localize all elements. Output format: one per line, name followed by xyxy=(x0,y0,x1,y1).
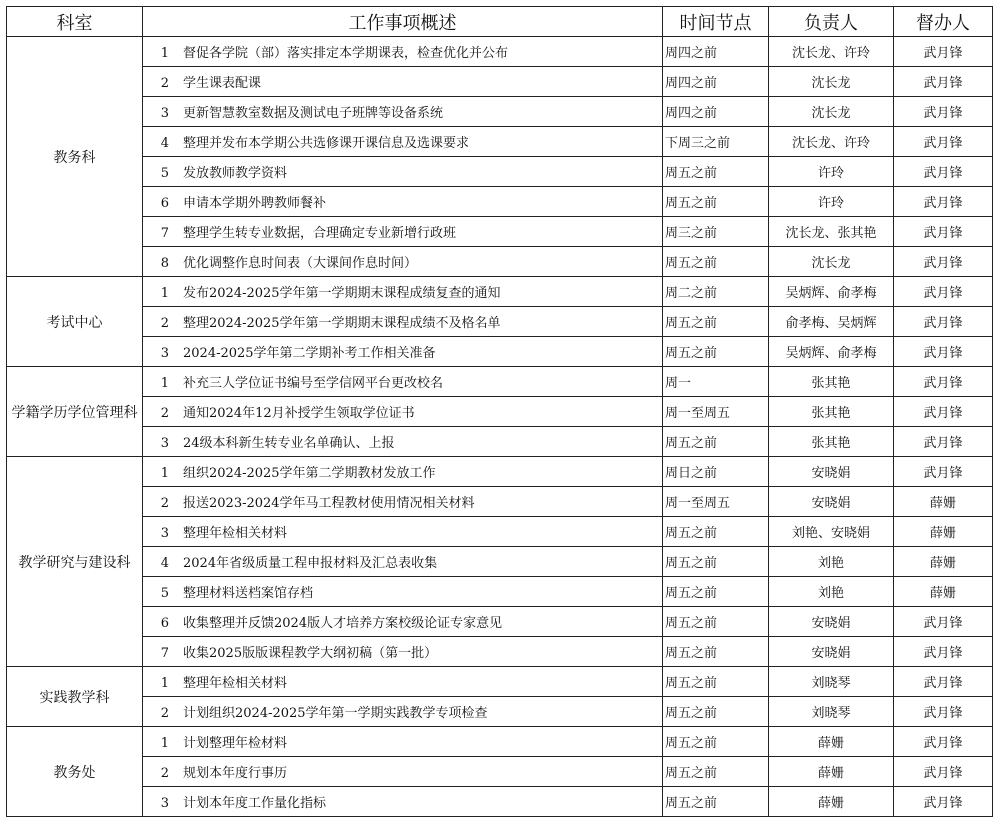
task-cell xyxy=(143,67,663,97)
task-cell xyxy=(143,187,663,217)
task-cell xyxy=(143,697,663,727)
task-description: 督促各学院（部）落实排定本学期课表，检查优化并公布 xyxy=(183,46,509,61)
time-cell: 周一至周五 xyxy=(663,397,769,427)
task-description: 24级本科新生转专业名单确认、上报 xyxy=(183,436,395,451)
task-number: 2 xyxy=(160,76,169,91)
header-department: 科室 xyxy=(7,7,143,37)
task-cell xyxy=(143,97,663,127)
task-cell xyxy=(143,127,663,157)
owner-cell: 沈长龙 xyxy=(769,67,894,97)
table-row xyxy=(7,547,993,577)
table-row xyxy=(7,637,993,667)
task-number: 2 xyxy=(160,406,169,421)
supervisor-cell: 武月锋 xyxy=(894,427,993,457)
task-number: 5 xyxy=(160,166,169,181)
time-cell: 周五之前 xyxy=(663,787,769,817)
table-row xyxy=(7,577,993,607)
task-number: 1 xyxy=(160,46,169,61)
task-number: 4 xyxy=(160,136,169,151)
department-cell: 教务处 xyxy=(7,727,143,817)
task-description: 计划组织2024-2025学年第一学期实践教学专项检查 xyxy=(183,706,488,721)
task-cell xyxy=(143,457,663,487)
table-row xyxy=(7,157,993,187)
task-description: 2024-2025学年第二学期补考工作相关准备 xyxy=(183,346,436,361)
task-cell xyxy=(143,37,663,67)
owner-cell: 吴炳辉、俞孝梅 xyxy=(769,277,894,307)
task-cell xyxy=(143,367,663,397)
task-cell xyxy=(143,517,663,547)
supervisor-cell: 武月锋 xyxy=(894,247,993,277)
time-cell: 下周三之前 xyxy=(663,127,769,157)
table-row xyxy=(7,337,993,367)
supervisor-cell: 武月锋 xyxy=(894,787,993,817)
time-cell: 周四之前 xyxy=(663,37,769,67)
time-cell: 周五之前 xyxy=(663,307,769,337)
task-cell xyxy=(143,307,663,337)
time-cell: 周五之前 xyxy=(663,667,769,697)
task-cell xyxy=(143,157,663,187)
owner-cell: 刘艳、安晓娟 xyxy=(769,517,894,547)
header-row xyxy=(7,7,993,37)
table-row xyxy=(7,127,993,157)
owner-cell: 安晓娟 xyxy=(769,457,894,487)
owner-cell: 薛姗 xyxy=(769,727,894,757)
owner-cell: 刘艳 xyxy=(769,577,894,607)
task-cell xyxy=(143,427,663,457)
table-body xyxy=(7,37,993,817)
task-number: 5 xyxy=(160,586,169,601)
task-description: 整理学生转专业数据，合理确定专业新增行政班 xyxy=(183,226,457,241)
table-row xyxy=(7,187,993,217)
time-cell: 周一 xyxy=(663,367,769,397)
supervisor-cell: 武月锋 xyxy=(894,337,993,367)
table-row xyxy=(7,487,993,517)
owner-cell: 张其艳 xyxy=(769,397,894,427)
time-cell: 周五之前 xyxy=(663,697,769,727)
owner-cell: 许玲 xyxy=(769,187,894,217)
task-description: 计划整理年检材料 xyxy=(183,736,288,751)
supervisor-cell: 武月锋 xyxy=(894,217,993,247)
task-description: 发布2024-2025学年第一学期期末课程成绩复查的通知 xyxy=(183,286,501,301)
supervisor-cell: 武月锋 xyxy=(894,187,993,217)
task-cell xyxy=(143,337,663,367)
supervisor-cell: 武月锋 xyxy=(894,607,993,637)
task-description: 整理并发布本学期公共选修课开课信息及选课要求 xyxy=(183,136,470,151)
time-cell: 周日之前 xyxy=(663,457,769,487)
table-row xyxy=(7,217,993,247)
header-owner: 负责人 xyxy=(769,7,894,37)
table-row xyxy=(7,397,993,427)
task-number: 3 xyxy=(160,796,169,811)
supervisor-cell: 武月锋 xyxy=(894,697,993,727)
task-description: 规划本年度行事历 xyxy=(183,766,288,781)
supervisor-cell: 薛姗 xyxy=(894,517,993,547)
work-schedule-table xyxy=(6,6,993,817)
owner-cell: 刘艳 xyxy=(769,547,894,577)
task-number: 6 xyxy=(160,196,169,211)
task-cell xyxy=(143,607,663,637)
owner-cell: 安晓娟 xyxy=(769,487,894,517)
time-cell: 周五之前 xyxy=(663,577,769,607)
task-description: 发放教师教学资料 xyxy=(183,166,288,181)
time-cell: 周五之前 xyxy=(663,637,769,667)
time-cell: 周二之前 xyxy=(663,277,769,307)
task-number: 3 xyxy=(160,346,169,361)
task-cell xyxy=(143,547,663,577)
time-cell: 周五之前 xyxy=(663,187,769,217)
task-description: 优化调整作息时间表（大课间作息时间） xyxy=(183,256,418,271)
supervisor-cell: 武月锋 xyxy=(894,277,993,307)
task-description: 2024年省级质量工程申报材料及汇总表收集 xyxy=(183,556,438,571)
time-cell: 周三之前 xyxy=(663,217,769,247)
table-row xyxy=(7,97,993,127)
task-description: 计划本年度工作量化指标 xyxy=(183,796,327,811)
table-row xyxy=(7,727,993,757)
task-cell xyxy=(143,667,663,697)
department-cell: 实践教学科 xyxy=(7,667,143,727)
supervisor-cell: 武月锋 xyxy=(894,67,993,97)
task-cell xyxy=(143,247,663,277)
task-description: 组织2024-2025学年第二学期教材发放工作 xyxy=(183,466,436,481)
owner-cell: 张其艳 xyxy=(769,427,894,457)
task-cell xyxy=(143,757,663,787)
task-number: 2 xyxy=(160,316,169,331)
time-cell: 周五之前 xyxy=(663,757,769,787)
supervisor-cell: 武月锋 xyxy=(894,637,993,667)
owner-cell: 俞孝梅、吴炳辉 xyxy=(769,307,894,337)
owner-cell: 薛姗 xyxy=(769,757,894,787)
time-cell: 周五之前 xyxy=(663,547,769,577)
supervisor-cell: 武月锋 xyxy=(894,307,993,337)
supervisor-cell: 武月锋 xyxy=(894,367,993,397)
task-cell xyxy=(143,277,663,307)
task-number: 4 xyxy=(160,556,169,571)
task-description: 报送2023-2024学年马工程教材使用情况相关材料 xyxy=(183,496,475,511)
owner-cell: 张其艳 xyxy=(769,367,894,397)
task-number: 1 xyxy=(160,286,169,301)
task-cell xyxy=(143,487,663,517)
table-row xyxy=(7,607,993,637)
task-description: 整理年检相关材料 xyxy=(183,676,288,691)
task-cell xyxy=(143,637,663,667)
time-cell: 周五之前 xyxy=(663,337,769,367)
task-description: 补充三人学位证书编号至学信网平台更改校名 xyxy=(183,376,444,391)
task-description: 更新智慧教室数据及测试电子班牌等设备系统 xyxy=(183,106,444,121)
supervisor-cell: 武月锋 xyxy=(894,37,993,67)
owner-cell: 刘晓琴 xyxy=(769,697,894,727)
owner-cell: 沈长龙、许玲 xyxy=(769,37,894,67)
table-row xyxy=(7,667,993,697)
header-supervisor: 督办人 xyxy=(894,7,993,37)
task-description: 收集整理并反馈2024版人才培养方案校级论证专家意见 xyxy=(183,616,503,631)
task-description: 整理年检相关材料 xyxy=(183,526,288,541)
table-row xyxy=(7,457,993,487)
owner-cell: 沈长龙、张其艳 xyxy=(769,217,894,247)
task-number: 7 xyxy=(160,646,169,661)
supervisor-cell: 薛姗 xyxy=(894,547,993,577)
owner-cell: 安晓娟 xyxy=(769,637,894,667)
supervisor-cell: 武月锋 xyxy=(894,157,993,187)
task-number: 3 xyxy=(160,526,169,541)
task-number: 2 xyxy=(160,706,169,721)
table-row xyxy=(7,277,993,307)
supervisor-cell: 薛姗 xyxy=(894,577,993,607)
task-number: 2 xyxy=(160,766,169,781)
task-cell xyxy=(143,727,663,757)
time-cell: 周一至周五 xyxy=(663,487,769,517)
time-cell: 周五之前 xyxy=(663,727,769,757)
header-task: 工作事项概述 xyxy=(143,7,663,37)
time-cell: 周四之前 xyxy=(663,97,769,127)
supervisor-cell: 武月锋 xyxy=(894,457,993,487)
department-cell: 考试中心 xyxy=(7,277,143,367)
supervisor-cell: 薛姗 xyxy=(894,487,993,517)
task-number: 1 xyxy=(160,376,169,391)
department-cell: 教学研究与建设科 xyxy=(7,457,143,667)
task-cell xyxy=(143,577,663,607)
table-row xyxy=(7,367,993,397)
task-description: 收集2025版版课程教学大纲初稿（第一批） xyxy=(183,646,438,661)
task-number: 6 xyxy=(160,616,169,631)
task-number: 2 xyxy=(160,496,169,511)
table-row xyxy=(7,757,993,787)
owner-cell: 刘晓琴 xyxy=(769,667,894,697)
task-number: 1 xyxy=(160,736,169,751)
table-row xyxy=(7,247,993,277)
task-cell xyxy=(143,787,663,817)
task-number: 3 xyxy=(160,436,169,451)
table-row xyxy=(7,787,993,817)
time-cell: 周五之前 xyxy=(663,247,769,277)
owner-cell: 沈长龙 xyxy=(769,247,894,277)
time-cell: 周五之前 xyxy=(663,607,769,637)
table-row xyxy=(7,697,993,727)
department-cell: 教务科 xyxy=(7,37,143,277)
task-description: 通知2024年12月补授学生领取学位证书 xyxy=(183,406,415,421)
supervisor-cell: 武月锋 xyxy=(894,667,993,697)
owner-cell: 沈长龙、许玲 xyxy=(769,127,894,157)
task-description: 申请本学期外聘教师餐补 xyxy=(183,196,327,211)
table-row xyxy=(7,67,993,97)
task-number: 1 xyxy=(160,466,169,481)
supervisor-cell: 武月锋 xyxy=(894,127,993,157)
supervisor-cell: 武月锋 xyxy=(894,97,993,127)
owner-cell: 安晓娟 xyxy=(769,607,894,637)
task-description: 整理材料送档案馆存档 xyxy=(183,586,314,601)
header-time: 时间节点 xyxy=(663,7,769,37)
task-cell xyxy=(143,397,663,427)
owner-cell: 吴炳辉、俞孝梅 xyxy=(769,337,894,367)
task-description: 整理2024-2025学年第一学期期末课程成绩不及格名单 xyxy=(183,316,501,331)
table-row xyxy=(7,517,993,547)
supervisor-cell: 武月锋 xyxy=(894,397,993,427)
time-cell: 周五之前 xyxy=(663,517,769,547)
time-cell: 周五之前 xyxy=(663,157,769,187)
time-cell: 周四之前 xyxy=(663,67,769,97)
owner-cell: 沈长龙 xyxy=(769,97,894,127)
supervisor-cell: 武月锋 xyxy=(894,757,993,787)
department-cell: 学籍学历学位管理科 xyxy=(7,367,143,457)
task-number: 1 xyxy=(160,676,169,691)
table-row xyxy=(7,307,993,337)
task-cell xyxy=(143,217,663,247)
time-cell: 周五之前 xyxy=(663,427,769,457)
owner-cell: 许玲 xyxy=(769,157,894,187)
task-description: 学生课表配课 xyxy=(183,76,262,91)
supervisor-cell: 武月锋 xyxy=(894,727,993,757)
table-row xyxy=(7,427,993,457)
table-row xyxy=(7,37,993,67)
task-number: 7 xyxy=(160,226,169,241)
owner-cell: 薛姗 xyxy=(769,787,894,817)
task-number: 3 xyxy=(160,106,169,121)
task-number: 8 xyxy=(160,256,169,271)
